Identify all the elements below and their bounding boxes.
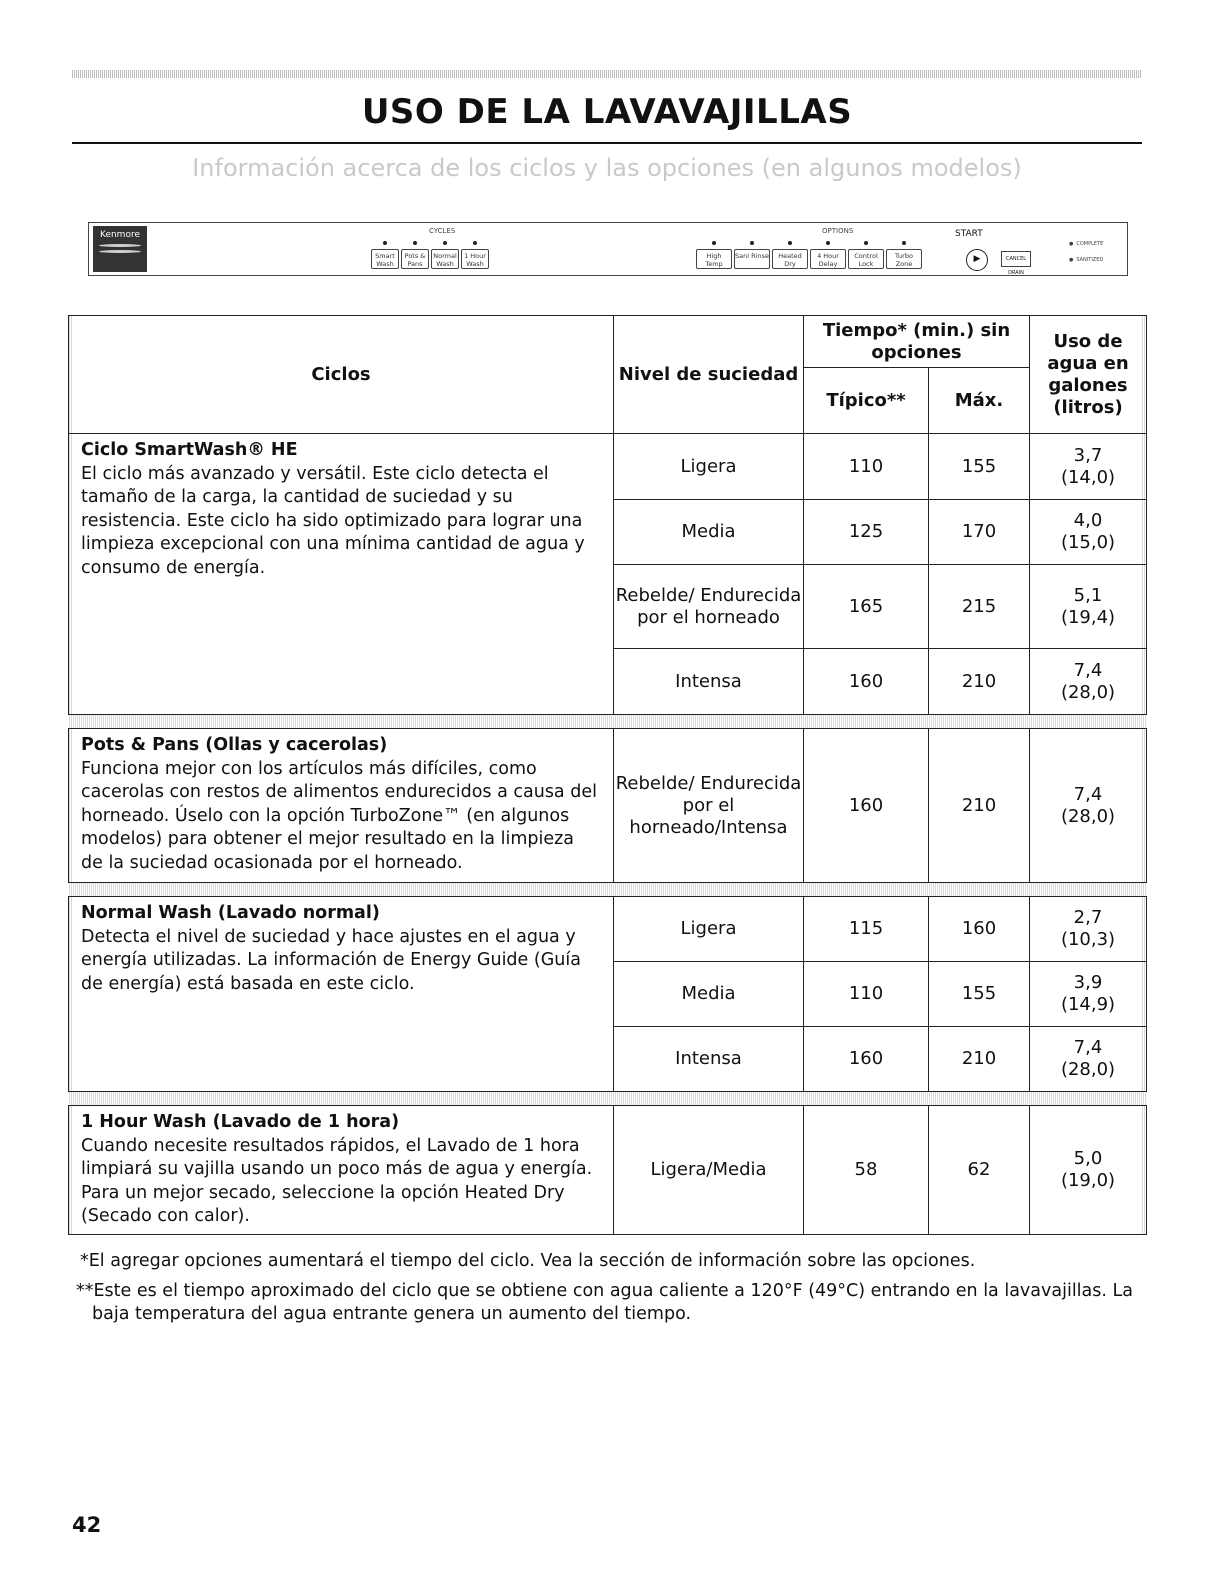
typical-cell: 58 [804,1106,929,1235]
soil-cell: Media [614,962,804,1027]
header-cycles: Ciclos [69,316,614,434]
sanitized-indicator: ● SANITIZED [1069,257,1103,263]
cycle-title: Normal Wash (Lavado normal) [81,903,380,923]
cycle-description [69,1106,614,1235]
start-label: START [955,229,983,239]
soil-cell: Ligera [614,897,804,962]
max-cell: 210 [929,729,1030,883]
one-hour-wash-button: 1 Hour Wash [461,249,489,269]
max-cell: 210 [929,649,1030,715]
option-buttons [696,249,922,269]
typical-cell: 110 [804,434,929,500]
cycle-description [69,434,614,715]
cycles-table [68,315,1146,1235]
group-divider [69,1092,1147,1106]
cycle-title: 1 Hour Wash (Lavado de 1 hora) [81,1112,400,1132]
typical-cell: 125 [804,500,929,565]
water-cell: 3,7 (14,0) [1030,434,1147,500]
water-cell: 3,9 (14,9) [1030,962,1147,1027]
pots-pans-button: Pots & Pans [401,249,429,269]
soil-cell: Intensa [614,1027,804,1092]
footnote-options: *El agregar opciones aumentará el tiempo del ciclo. Vea la sección de información sobre las opciones. [80,1251,976,1271]
soil-cell: Intensa [614,649,804,715]
soil-cell: Rebelde/ Endurecida por el horneado [614,565,804,649]
page-number: 42 [72,1513,102,1537]
cycle-description [69,729,614,883]
options-label: OPTIONS [822,227,854,235]
high-temp-button: High Temp [696,249,732,269]
soil-cell: Media [614,500,804,565]
complete-indicator: ● COMPLETE [1069,241,1103,247]
typical-cell: 160 [804,1027,929,1092]
page-title: USO DE LA LAVAVAJILLAS [361,92,853,132]
water-cell: 5,0 (19,0) [1030,1106,1147,1235]
max-cell: 155 [929,962,1030,1027]
normal-wash-button: Normal Wash [431,249,459,269]
soil-cell: Rebelde/ Endurecida por el horneado/Intensa [614,729,804,883]
control-panel-illustration [88,222,1128,276]
footnote-time: **Este es el tiempo aproximado del ciclo que se obtiene con agua caliente a 120°F (49°C) entrando en la lavavajillas. La baja temperatura del agua entrante genera un aumento del tiempo. [76,1281,1133,1324]
typical-cell: 160 [804,649,929,715]
water-cell: 7,4 (28,0) [1030,649,1147,715]
cycle-text: El ciclo más avanzado y versátil. Este ciclo detecta el tamaño de la carga, la cantidad de suciedad y su resistencia. Este ciclo ha sido optimizado para lograr una limpieza excepcional con una mínima cantidad de agua y consumo de energía. [81,463,585,578]
typical-cell: 115 [804,897,929,962]
group-divider [69,883,1147,897]
water-cell: 7,4 (28,0) [1030,729,1147,883]
cycle-text: Detecta el nivel de suciedad y hace ajustes en el agua y energía utilizadas. La información de Energy Guide (Guía de energía) está basada en este ciclo. [81,926,581,994]
water-cell: 4,0 (15,0) [1030,500,1147,565]
control-lock-button: Control Lock [848,249,884,269]
header-typical: Típico** [804,368,929,434]
delay-button: 4 Hour Delay [810,249,846,269]
title-rule [72,142,1142,144]
water-cell: 5,1 (19,4) [1030,565,1147,649]
cycle-description [69,897,614,1092]
group-divider [69,715,1147,729]
water-cell: 2,7 (10,3) [1030,897,1147,962]
cycle-title: Ciclo SmartWash® HE [81,440,298,460]
header-max: Máx. [929,368,1030,434]
start-play-icon: ▶ [966,249,988,271]
cancel-drain-button: CANCEL DRAIN [1001,251,1031,267]
cycles-label: CYCLES [429,227,456,235]
max-cell: 62 [929,1106,1030,1235]
header-water: Uso de agua en galones (litros) [1030,316,1147,434]
heated-dry-button: Heated Dry [772,249,808,269]
cycle-buttons [371,249,489,269]
header-time: Tiempo* (min.) sin opciones [804,316,1030,368]
max-cell: 160 [929,897,1030,962]
max-cell: 155 [929,434,1030,500]
water-cell: 7,4 (28,0) [1030,1027,1147,1092]
max-cell: 210 [929,1027,1030,1092]
soil-cell: Ligera [614,434,804,500]
page-subtitle: Información acerca de los ciclos y las opciones (en algunos modelos) [192,154,1022,182]
header-soil: Nivel de suciedad [614,316,804,434]
max-cell: 215 [929,565,1030,649]
cycle-text: Cuando necesite resultados rápidos, el Lavado de 1 hora limpiará su vajilla usando un poco más de agua y energía. Para un mejor secado, seleccione la opción Heated Dry (Secado con calor). [81,1135,593,1226]
kenmore-logo: Kenmore [93,226,147,272]
turbo-zone-button: Turbo Zone [886,249,922,269]
top-rule [72,70,1142,78]
sani-rinse-button: Sani Rinse [734,249,770,269]
cycle-title: Pots & Pans (Ollas y cacerolas) [81,735,388,755]
cycle-text: Funciona mejor con los artículos más difíciles, como cacerolas con restos de alimentos endurecidos a causa del horneado. Úselo con la opción TurboZone™ (en algunos modelos) para obtener el mejor resultado en la limpieza de la suciedad ocasionada por el horneado. [81,758,597,873]
max-cell: 170 [929,500,1030,565]
typical-cell: 160 [804,729,929,883]
smart-wash-button: Smart Wash [371,249,399,269]
typical-cell: 110 [804,962,929,1027]
soil-cell: Ligera/Media [614,1106,804,1235]
typical-cell: 165 [804,565,929,649]
